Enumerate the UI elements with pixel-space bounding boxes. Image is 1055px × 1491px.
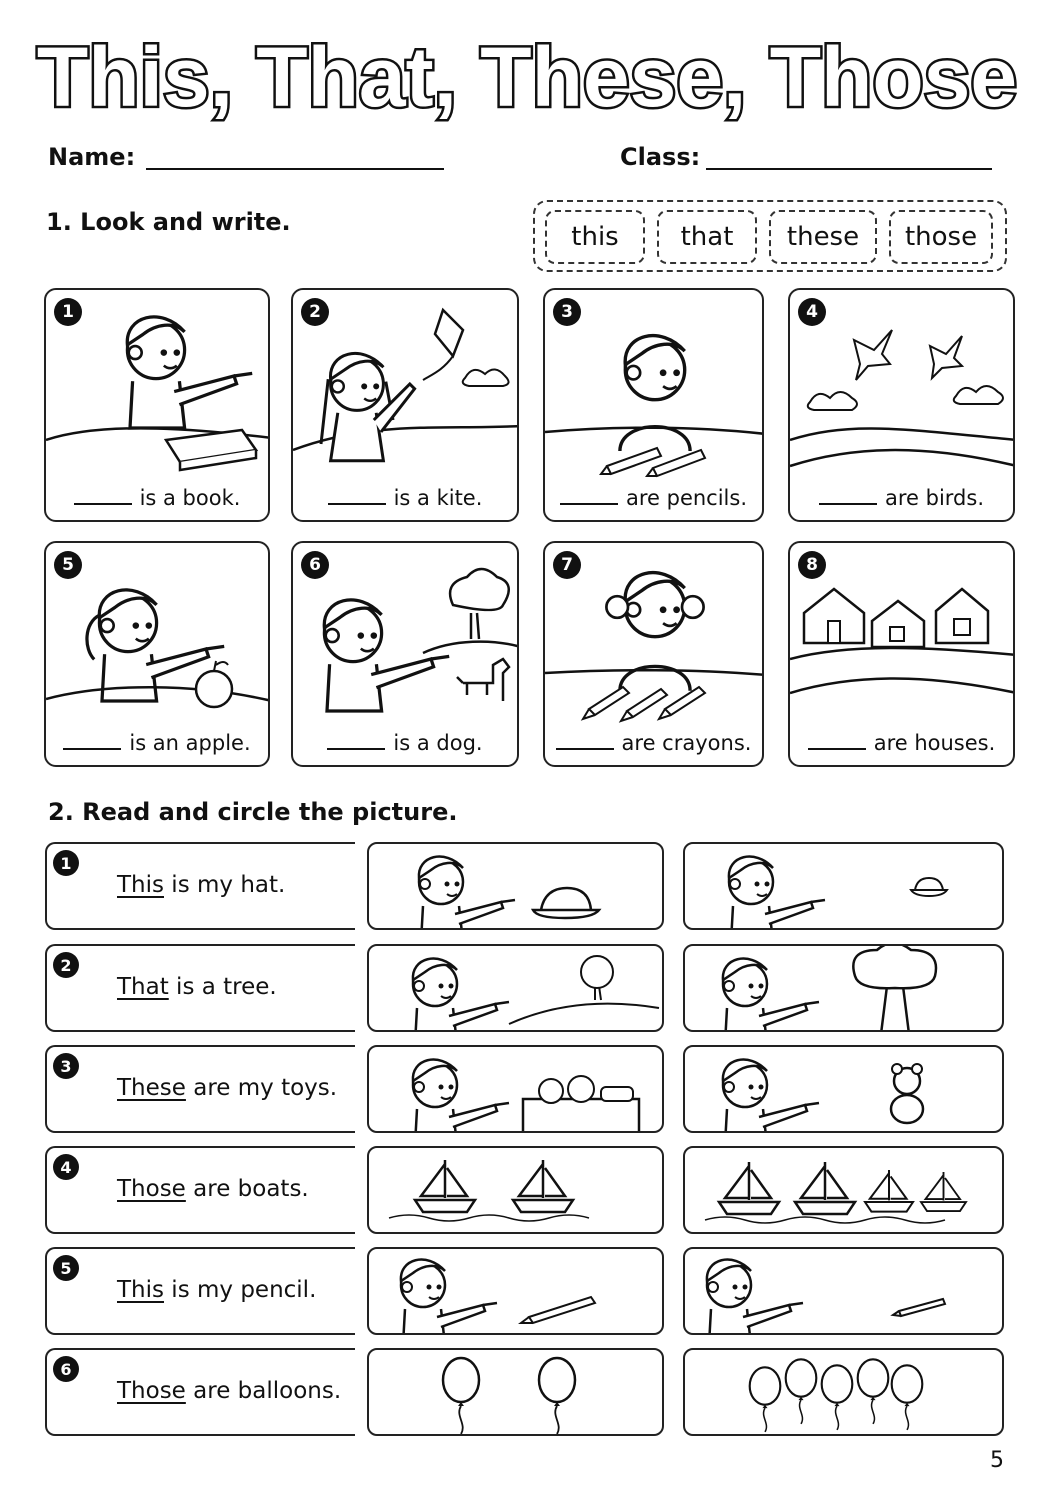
answer-blank[interactable] <box>819 503 877 505</box>
word-bank-item: this <box>545 210 645 264</box>
picture-option[interactable] <box>683 1348 1004 1436</box>
number-badge: 7 <box>553 551 581 579</box>
exercise-card-1 <box>44 288 270 522</box>
answer-blank[interactable] <box>560 503 618 505</box>
two-boats <box>369 1148 664 1234</box>
word-bank-item: those <box>889 210 993 264</box>
number-badge: 8 <box>798 551 826 579</box>
picture-option[interactable] <box>367 944 664 1032</box>
caption: is an apple. <box>46 731 268 755</box>
boy-toys-box <box>369 1047 664 1133</box>
picture-option[interactable] <box>367 1146 664 1234</box>
answer-blank[interactable] <box>63 748 121 750</box>
sentence-box <box>45 944 355 1032</box>
number-badge: 4 <box>798 298 826 326</box>
worksheet-title <box>0 18 1055 128</box>
picture-option[interactable] <box>683 944 1004 1032</box>
caption: are birds. <box>790 486 1013 510</box>
picture-option[interactable] <box>367 1348 664 1436</box>
sentence: That is a tree. <box>117 974 277 1000</box>
exercise-card-7 <box>543 541 764 767</box>
section2-heading: 2. Read and circle the picture. <box>48 798 458 826</box>
picture-option[interactable] <box>683 1045 1004 1133</box>
number-badge: 2 <box>301 298 329 326</box>
exercise-card-5 <box>44 541 270 767</box>
caption: is a dog. <box>293 731 517 755</box>
two-balloons <box>369 1350 664 1436</box>
answer-blank[interactable] <box>327 748 385 750</box>
number-badge: 5 <box>54 551 82 579</box>
number-badge: 3 <box>53 1053 79 1079</box>
sentence-box <box>45 1045 355 1133</box>
sentence: These are my toys. <box>117 1075 338 1101</box>
sentence: Those are boats. <box>117 1176 309 1202</box>
boy-far-tree <box>369 946 664 1032</box>
caption: is a book. <box>46 486 268 510</box>
caption: are crayons. <box>545 731 762 755</box>
boy-near-hat <box>369 844 664 930</box>
exercise-card-4 <box>788 288 1015 522</box>
picture-option[interactable] <box>683 842 1004 930</box>
number-badge: 2 <box>53 952 79 978</box>
answer-blank[interactable] <box>328 503 386 505</box>
sentence-box <box>45 1146 355 1234</box>
page-number: 5 <box>990 1448 1004 1473</box>
sentence: This is my pencil. <box>117 1277 317 1303</box>
name-label: Name: <box>48 143 136 171</box>
number-badge: 4 <box>53 1154 79 1180</box>
word-bank-item: that <box>657 210 757 264</box>
number-badge: 3 <box>553 298 581 326</box>
class-line[interactable] <box>706 168 992 170</box>
exercise-card-2 <box>291 288 519 522</box>
number-badge: 6 <box>301 551 329 579</box>
section1-heading: 1. Look and write. <box>46 208 291 236</box>
exercise-card-3 <box>543 288 764 522</box>
many-balloons <box>685 1350 1004 1436</box>
number-badge: 1 <box>53 850 79 876</box>
name-line[interactable] <box>146 168 444 170</box>
sentence: Those are balloons. <box>117 1378 342 1404</box>
answer-blank[interactable] <box>556 748 614 750</box>
four-boats <box>685 1148 1004 1234</box>
boy-near-tree <box>685 946 1004 1032</box>
boy-teddy-bear <box>685 1047 1004 1133</box>
girl-pencil-near <box>369 1249 664 1335</box>
title-text: This, That, These, Those <box>36 30 1018 124</box>
caption: are pencils. <box>545 486 762 510</box>
answer-blank[interactable] <box>74 503 132 505</box>
sentence-box <box>45 1348 355 1436</box>
sentence-box <box>45 1247 355 1335</box>
number-badge: 5 <box>53 1255 79 1281</box>
sentence-box <box>45 842 355 930</box>
word-bank <box>533 200 1007 272</box>
picture-option[interactable] <box>683 1247 1004 1335</box>
girl-pencil-far <box>685 1249 1004 1335</box>
number-badge: 1 <box>54 298 82 326</box>
picture-option[interactable] <box>367 842 664 930</box>
class-label: Class: <box>620 143 701 171</box>
word-bank-item: these <box>769 210 877 264</box>
exercise-card-6 <box>291 541 519 767</box>
boy-far-hat <box>685 844 1004 930</box>
caption: are houses. <box>790 731 1013 755</box>
answer-blank[interactable] <box>808 748 866 750</box>
picture-option[interactable] <box>367 1045 664 1133</box>
caption: is a kite. <box>293 486 517 510</box>
number-badge: 6 <box>53 1356 79 1382</box>
picture-option[interactable] <box>683 1146 1004 1234</box>
picture-option[interactable] <box>367 1247 664 1335</box>
sentence: This is my hat. <box>117 872 286 898</box>
exercise-card-8 <box>788 541 1015 767</box>
